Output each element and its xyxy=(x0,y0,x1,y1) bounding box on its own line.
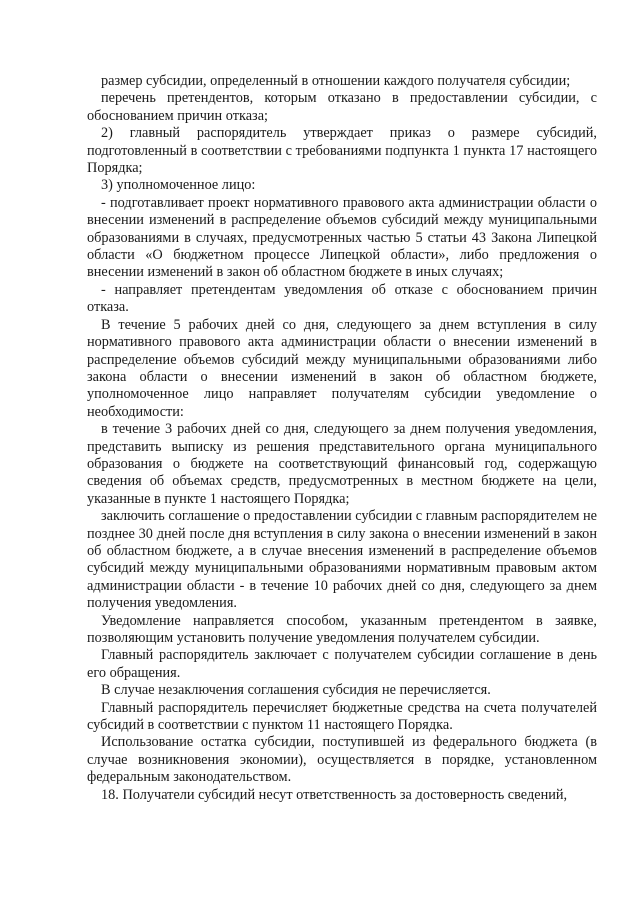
paragraph-refused-applicants: перечень претендентов, которым отказано в предоставлении субсидии, с обоснованием причин отказа; xyxy=(87,90,597,124)
paragraph-no-agreement: В случае незаключения соглашения субсидия не перечисляется. xyxy=(101,682,491,699)
paragraph-item-3: 3) уполномоченное лицо: xyxy=(101,177,256,194)
paragraph-subsidy-amount: размер субсидии, определенный в отношении каждого получателя субсидии; xyxy=(101,73,571,89)
paragraph-item-18: 18. Получатели субсидий несут ответственность за достоверность сведений, xyxy=(101,786,568,803)
paragraph-transfer-funds: Главный распорядитель перечисляет бюджетные средства на счета получателей субсидий в соответствии с пунктом 11 настоящего Порядка. xyxy=(87,699,597,734)
paragraph-dash-prepares: - подготавливает проект нормативного правового акта администрации области о внесении изменений в распределение объемов субсидий между муниципальными образованиями в случаях, предусмотренных частью 5 статьи 43 Закона Липецкой области «О бюджетном процессе Липецкой области», либо предложения о внесении изменений в закон об областном бюджете в иных случаях; xyxy=(87,194,597,281)
paragraph-notification-method: Уведомление направляется способом, указанным претендентом в заявке, позволяющим установить получение уведомления получателем субсидии. xyxy=(87,612,597,646)
paragraph-item-2: 2) главный распорядитель утверждает приказ о размере субсидий, подготовленный в соответствии с требованиями подпункта 1 пункта 17 настоящего Порядка; xyxy=(87,125,597,177)
paragraph-conclude-agreement: заключить соглашение о предоставлении субсидии с главным распорядителем не позднее 30 дней после дня вступления в силу закона о внесении изменений в закон об областном бюджете, а в случае внесения изменений в распределение объемов субсидий между муниципальными образованиями нормативным правовым актом администрации области - в течение 10 рабочих дней со дня, следующего за днем получения уведомления. xyxy=(87,508,597,612)
document-body xyxy=(87,73,597,804)
paragraph-agreement-day: Главный распорядитель заключает с получателем субсидии соглашение в день его обращения. xyxy=(87,647,597,681)
paragraph-remaining-subsidy: Использование остатка субсидии, поступившей из федерального бюджета (в случае возникновения экономии), осуществляется в порядке, установленном федеральным законодательством. xyxy=(87,734,597,786)
paragraph-within-3-days: в течение 3 рабочих дней со дня, следующего за днем получения уведомления, представить выписку из решения представительного органа муниципального образования о бюджете на соответствующий финансовый год, содержащую сведения об объемах средств, предусмотренных в местном бюджете на цели, указанные в пункте 1 настоящего Порядка; xyxy=(87,421,597,507)
paragraph-within-5-days: В течение 5 рабочих дней со дня, следующего за днем вступления в силу нормативного правового акта администрации области о внесении изменений в распределение объемов субсидий между муниципальными образованиями либо закона области о внесении изменений в закон об областном бюджете, уполномоченное лицо направляет получателям субсидии уведомление о необходимости: xyxy=(87,316,597,420)
paragraph-dash-sends: - направляет претендентам уведомления об отказе с обоснованием причин отказа. xyxy=(87,281,597,316)
